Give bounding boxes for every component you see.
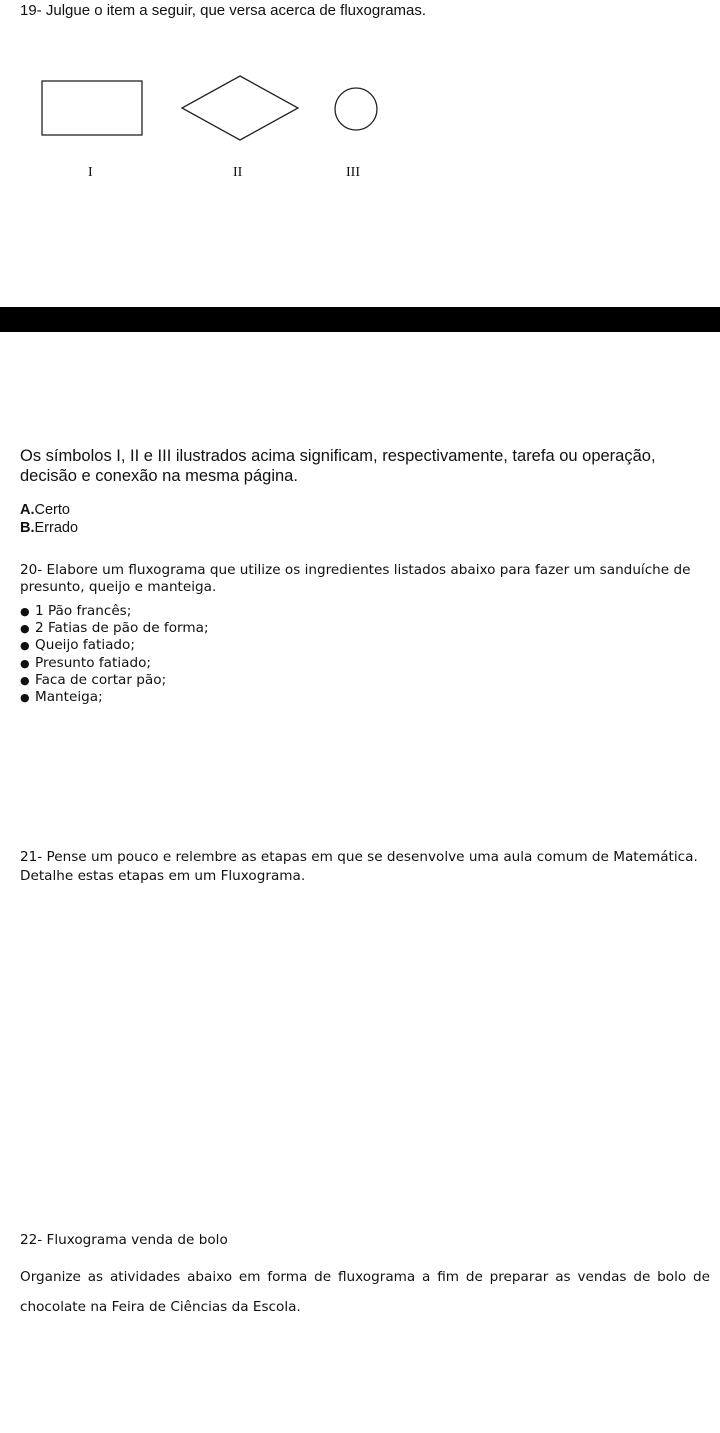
decision-diamond-symbol [182,76,298,140]
question-19-statement: Os símbolos I, II e III ilustrados acima significam, respectivamente, tarefa ou operação, decisão e conexão na mesma página. [20,447,656,485]
ingredients-list [20,603,209,706]
option-a-text: Certo [34,502,70,518]
list-item: ● 1 Pão francês; [20,603,209,620]
question-22-title: 22- Fluxograma venda de bolo [20,1232,228,1248]
symbol-label-2: II [233,165,243,180]
symbol-label-3: III [346,165,360,180]
connector-circle-symbol [335,88,377,130]
flowchart-symbols [0,70,720,190]
list-item: ● 2 Fatias de pão de forma; [20,620,209,637]
question-21-text: 21- Pense um pouco e relembre as etapas em que se desenvolve uma aula comum de Matemática. Detalhe estas etapas em um Fluxograma. [20,849,698,884]
list-item: ● Presunto fatiado; [20,655,209,672]
symbol-label-1: I [88,165,93,180]
list-item: ● Faca de cortar pão; [20,672,209,689]
question-22-text: Organize as atividades abaixo em forma de fluxograma a fim de preparar as vendas de bolo de chocolate na Feira de Ciências da Escola. [20,1269,710,1315]
black-divider-bar [0,307,720,332]
option-b-text: Errado [34,520,79,536]
option-a-letter: A. [20,502,35,518]
process-rectangle-symbol [42,81,142,135]
option-b-letter: B. [20,520,35,536]
list-item: ● Manteiga; [20,689,209,706]
question-20-text: 20- Elabore um fluxograma que utilize os ingredientes listados abaixo para fazer um sanduíche de presunto, queijo e manteiga. [20,562,691,595]
list-item: ● Queijo fatiado; [20,637,209,654]
option-a[interactable] [20,502,70,518]
question-19-title: 19- Julgue o item a seguir, que versa acerca de fluxogramas. [20,2,427,19]
option-b[interactable] [20,520,78,536]
